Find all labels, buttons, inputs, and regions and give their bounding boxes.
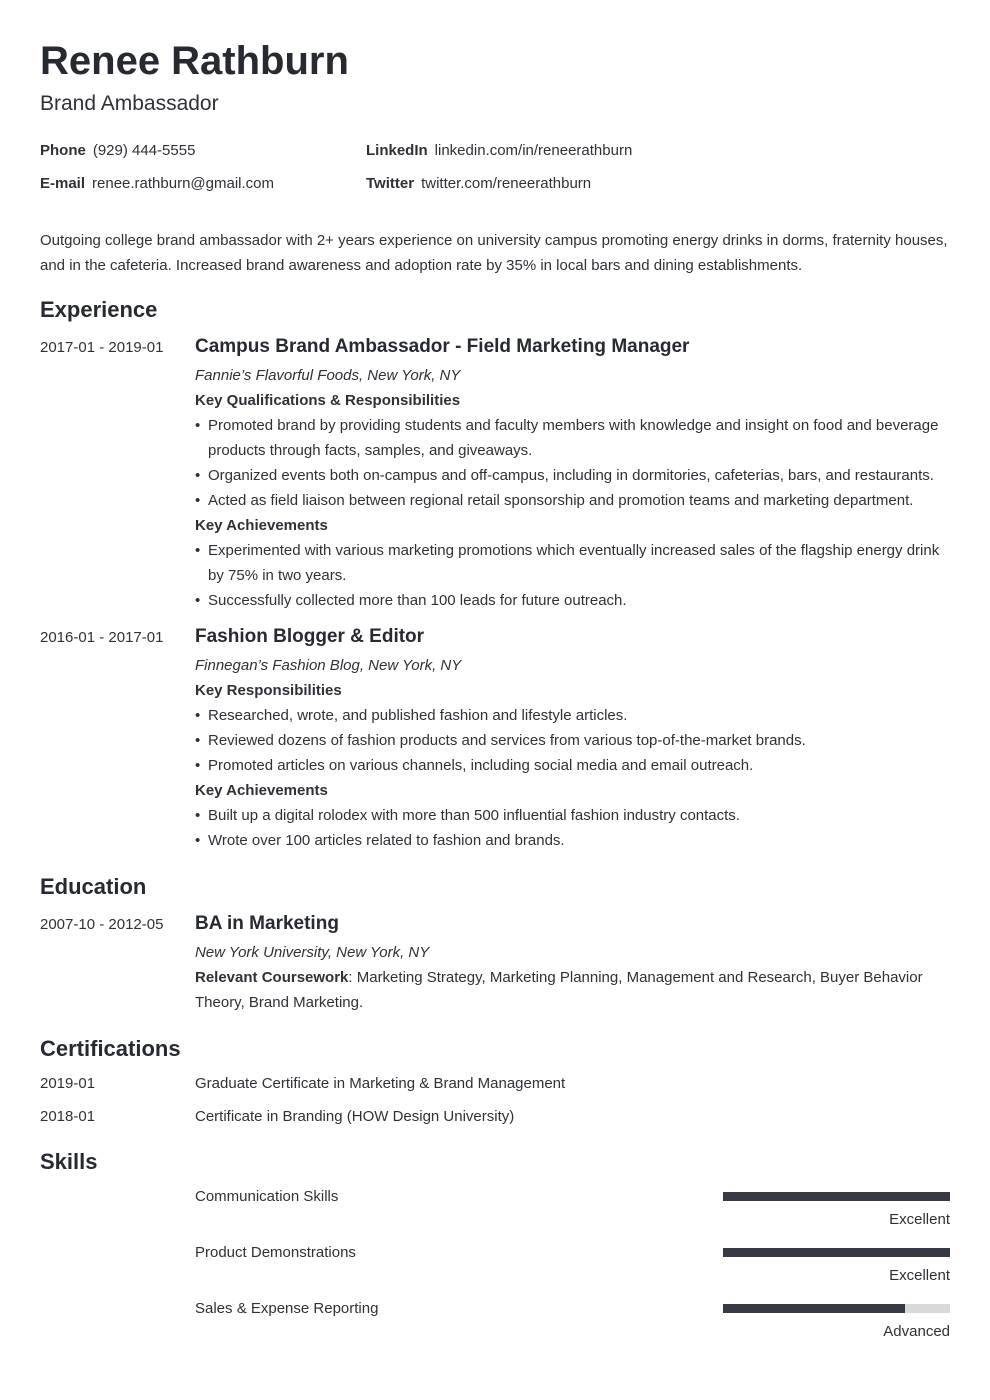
skills-heading: Skills [40, 1149, 98, 1174]
list-item: • Successfully collected more than 100 leads for future outreach. [195, 588, 950, 613]
list-item: • Organized events both on-campus and off-campus, including in dormitories, cafeterias, bars, and restaurants. [195, 463, 950, 488]
profile-summary: Outgoing college brand ambassador with 2+ years experience on university campus promoting energy drinks in dorms, fraternity houses, and in the cafeteria. Increased brand awareness and adoption rate by 35% in local bars and dining establishments. [40, 232, 948, 274]
experience-heading: Experience [40, 297, 158, 322]
email-label: E-mail [40, 175, 86, 192]
achievements-list [195, 538, 950, 613]
job-dates: 2017-01 - 2019-01 [40, 339, 164, 356]
skill-level-bar [723, 1248, 950, 1257]
coursework [195, 965, 950, 1015]
certification-date: 2018-01 [40, 1108, 96, 1125]
skill-level-bar [723, 1192, 950, 1201]
job-entry [195, 335, 950, 613]
degree-title: BA in Marketing [195, 913, 339, 934]
skill-level-bar [723, 1304, 950, 1313]
twitter-label: Twitter [366, 175, 415, 192]
email-link[interactable]: renee.rathburn@gmail.com [92, 175, 274, 192]
skill-level-label: Advanced [883, 1323, 950, 1340]
education-entry [195, 912, 950, 1015]
list-item: • Promoted articles on various channels, including social media and email outreach. [195, 753, 950, 778]
coursework-text: : Marketing Strategy, Marketing Planning, Management and Research, Buyer Behavior Theory, Brand Marketing. [195, 969, 923, 1011]
skill-name: Communication Skills [195, 1188, 339, 1205]
list-item: • Reviewed dozens of fashion products and services from various top-of-the-market brands. [195, 728, 950, 753]
candidate-role: Brand Ambassador [40, 92, 219, 115]
phone-label: Phone [40, 142, 86, 159]
achievements-heading: Key Achievements [195, 782, 328, 799]
candidate-name: Renee Rathburn [40, 39, 349, 83]
job-title: Fashion Blogger & Editor [195, 626, 425, 647]
responsibilities-list [195, 413, 950, 513]
certifications-heading: Certifications [40, 1036, 181, 1061]
list-item: • Wrote over 100 articles related to fashion and brands. [195, 828, 950, 853]
list-item: • Promoted brand by providing students and faculty members with knowledge and insight on food and beverage products through facts, samples, and giveaways. [195, 413, 950, 463]
skill-level-fill [723, 1192, 950, 1201]
skill-name: Product Demonstrations [195, 1244, 356, 1261]
certification-date: 2019-01 [40, 1075, 96, 1092]
skill-level-label: Excellent [889, 1211, 950, 1228]
responsibilities-heading: Key Qualifications & Responsibilities [195, 392, 461, 409]
list-item: • Experimented with various marketing promotions which eventually increased sales of the flagship energy drink by 75% in two years. [195, 538, 950, 588]
job-entry [195, 625, 950, 853]
linkedin-link[interactable]: linkedin.com/in/reneerathburn [434, 142, 633, 159]
list-item: • Researched, wrote, and published fashion and lifestyle articles. [195, 703, 950, 728]
education-heading: Education [40, 874, 147, 899]
coursework-label: Relevant Coursework [195, 969, 349, 986]
education-dates: 2007-10 - 2012-05 [40, 916, 164, 933]
skill-name: Sales & Expense Reporting [195, 1300, 379, 1317]
responsibilities-heading: Key Responsibilities [195, 682, 342, 699]
certification-name: Graduate Certificate in Marketing & Brand Management [195, 1075, 566, 1092]
job-title: Campus Brand Ambassador - Field Marketing Manager [195, 336, 690, 357]
achievements-list [195, 803, 950, 853]
skill-level-label: Excellent [889, 1267, 950, 1284]
job-company: Fannie’s Flavorful Foods, New York, NY [195, 367, 461, 384]
contact-linkedin [366, 141, 632, 161]
linkedin-label: LinkedIn [366, 142, 428, 159]
contact-phone [40, 141, 195, 161]
job-company: Finnegan’s Fashion Blog, New York, NY [195, 657, 462, 674]
school-name: New York University, New York, NY [195, 944, 430, 961]
certification-name: Certificate in Branding (HOW Design University) [195, 1108, 515, 1125]
twitter-link[interactable]: twitter.com/reneerathburn [421, 175, 592, 192]
contact-email [40, 174, 274, 194]
achievements-heading: Key Achievements [195, 517, 328, 534]
skill-level-fill [723, 1248, 950, 1257]
contact-twitter [366, 174, 591, 194]
job-dates: 2016-01 - 2017-01 [40, 629, 164, 646]
list-item: • Acted as field liaison between regional retail sponsorship and promotion teams and marketing department. [195, 488, 950, 513]
phone-value: (929) 444-5555 [92, 142, 196, 159]
responsibilities-list [195, 703, 950, 778]
list-item: • Built up a digital rolodex with more than 500 influential fashion industry contacts. [195, 803, 950, 828]
skill-level-fill [723, 1304, 905, 1313]
